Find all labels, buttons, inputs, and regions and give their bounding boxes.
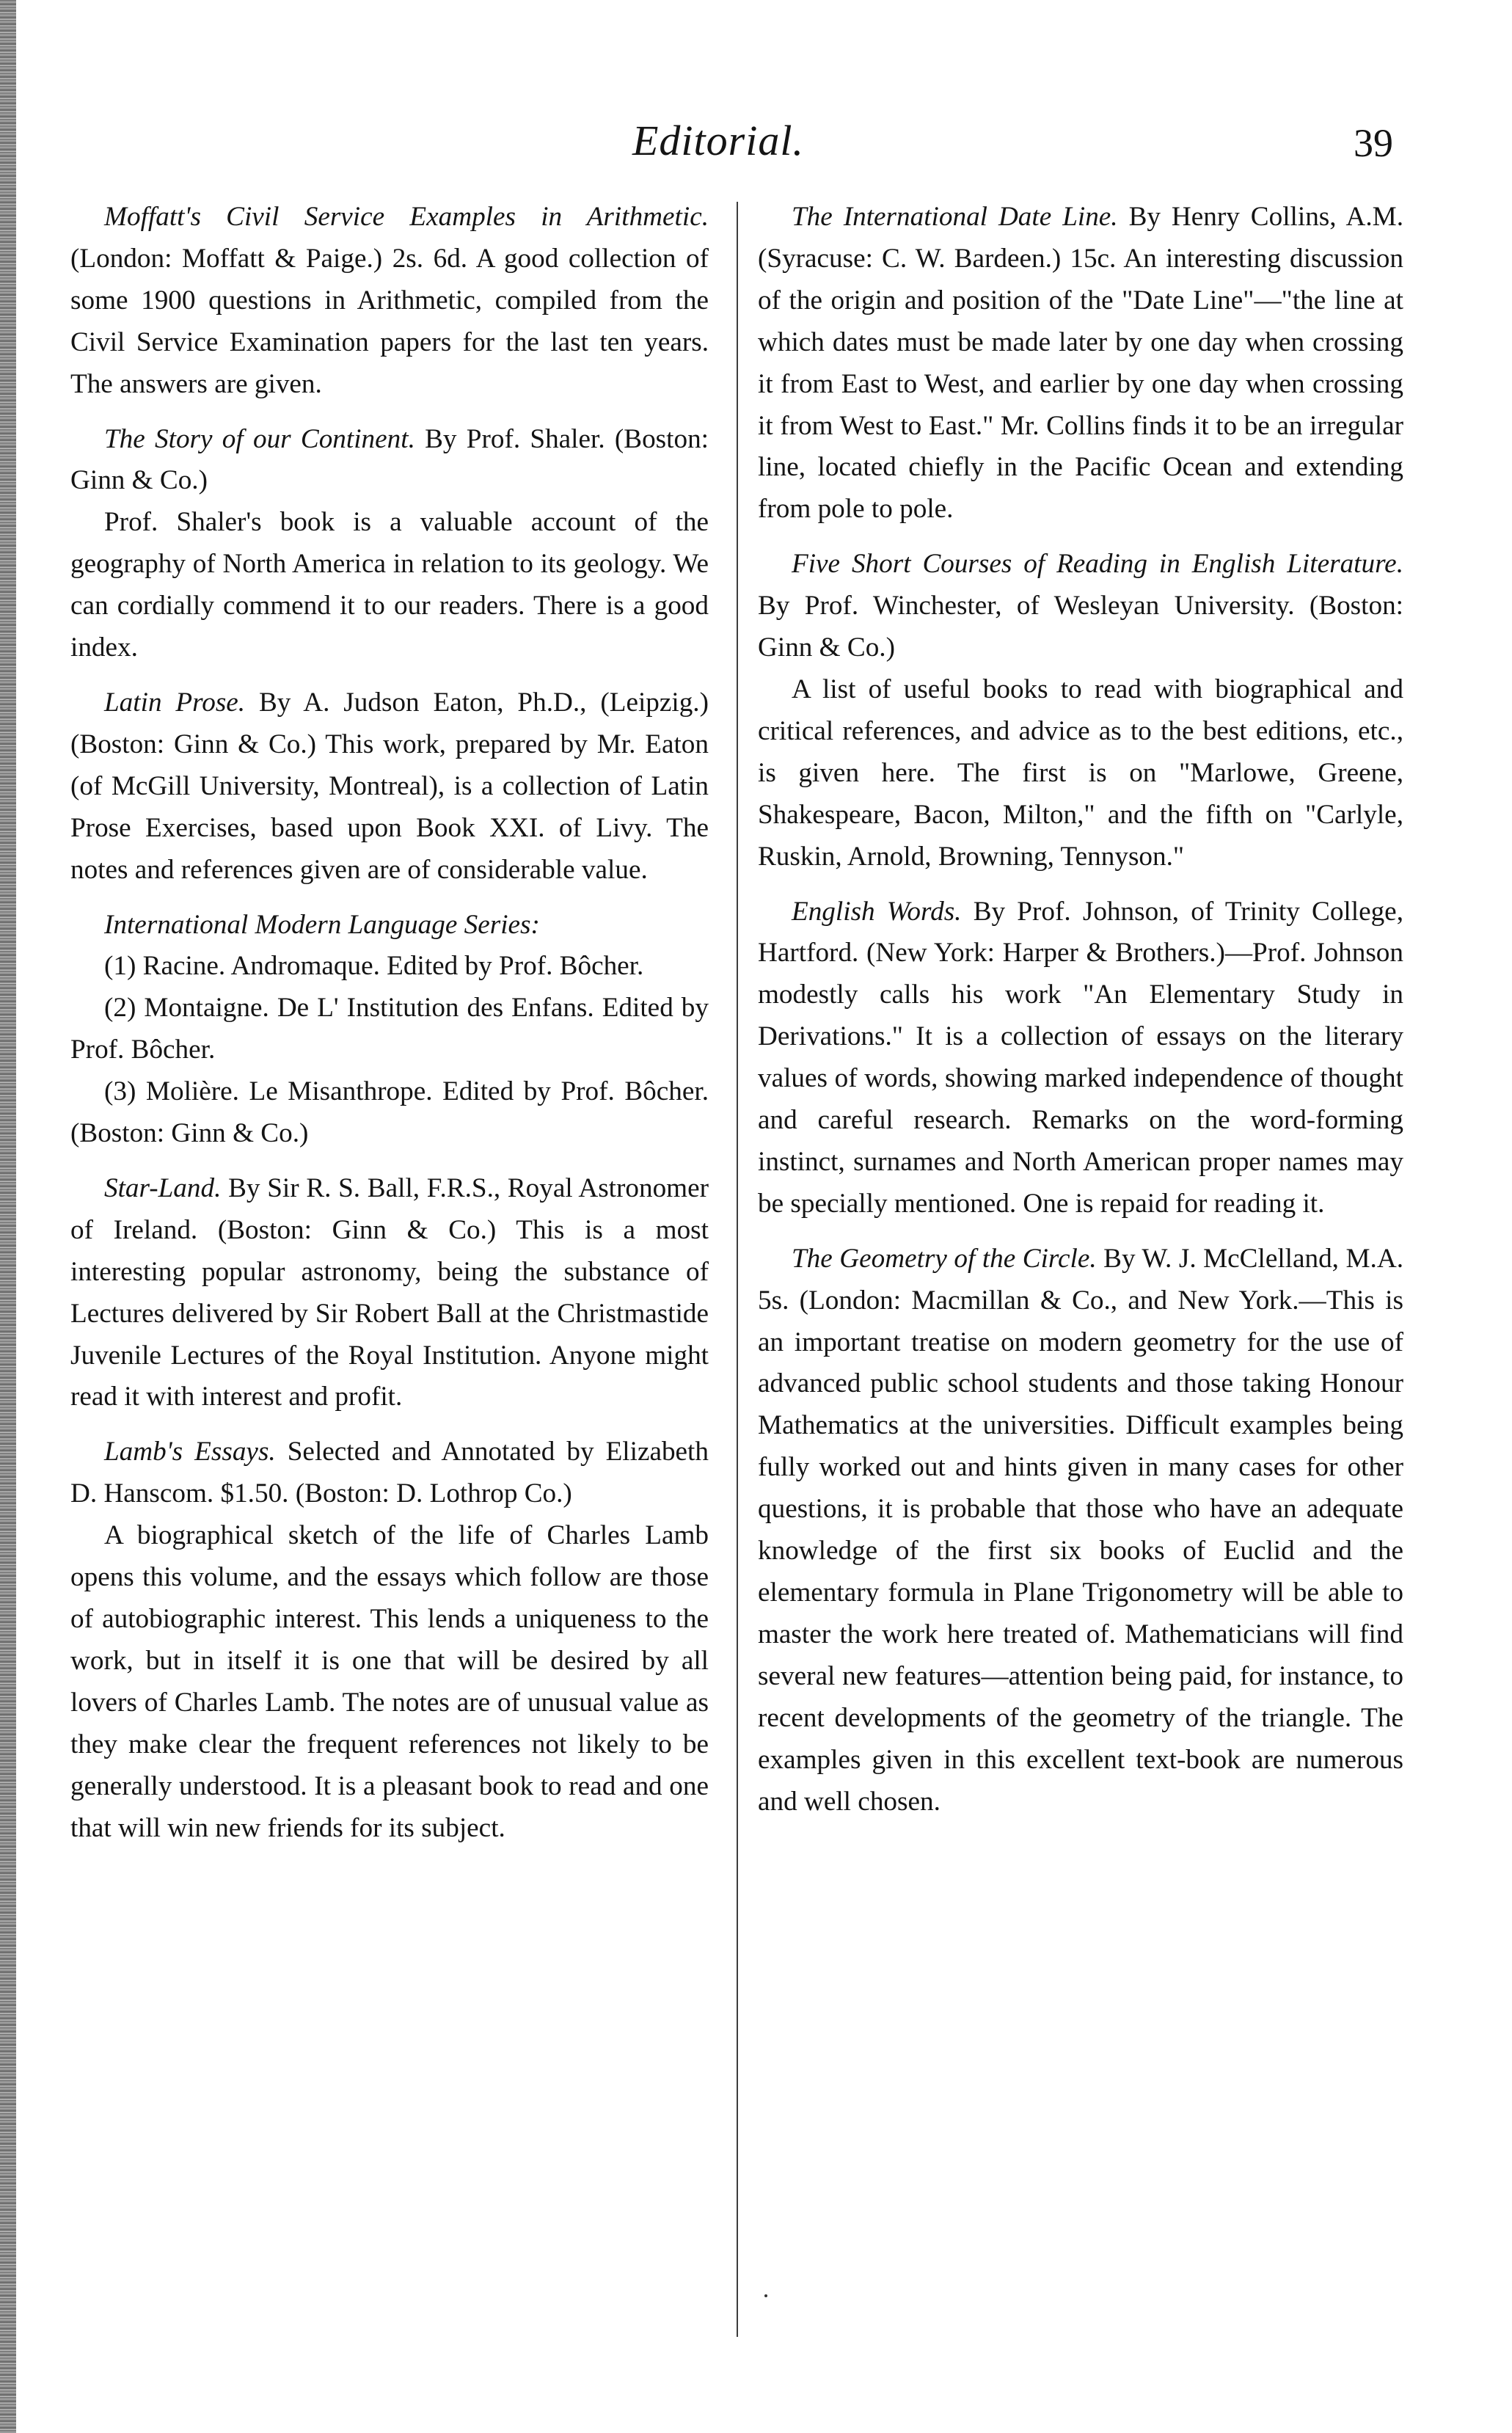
book-title: The Story of our Continent.: [104, 423, 415, 454]
book-title: Moffatt's Civil Service Examples in Arithmetic.: [104, 202, 709, 232]
review-entry-lambs-essays: [70, 1431, 709, 1849]
review-paragraph: [758, 544, 1403, 669]
review-text: By W. J. McClelland, M.A. 5s. (London: Macmillan & Co., and New York.—This is an important treatise on modern geometry for the use of advanced public school students and those taking Honour Mathematics at the universities. Difficult examples being fully worked out and hints given in many cases for other questions, it is probable that those who have an adequate knowledge of the first six books of Euclid and the elementary formula in Plane Trigonometry will be able to master the work here treated of. Mathematicians will find several new features—attention being paid, for instance, to recent developments of the geometry of the triangle. The examples given in this excellent text-book are numerous and well chosen.: [758, 1243, 1403, 1817]
review-paragraph: [70, 1168, 709, 1418]
book-title: International Modern Language Series:: [104, 909, 540, 940]
column-divider: [737, 202, 738, 2337]
review-entry-geometry-circle: [758, 1239, 1403, 1823]
review-text: Selected and Annotated by Elizabeth D. Hanscom. $1.50. (Boston: D. Lothrop Co.): [70, 1437, 709, 1509]
left-column: [70, 197, 709, 1862]
review-text: By Prof. Winchester, of Wesleyan University. (Boston: Ginn & Co.): [758, 591, 1403, 663]
page-binding-edge: [0, 0, 16, 2433]
book-title: The International Date Line.: [792, 202, 1118, 232]
review-text: (1) Racine. Andromaque. Edited by Prof. Bôcher.: [104, 951, 644, 982]
review-paragraph: [70, 419, 709, 503]
page-header: [0, 110, 1512, 176]
review-text: A list of useful books to read with biographical and critical references, and advice as to the best editions, etc., is given here. The first is on "Marlowe, Greene, Shakespeare, Bacon, Milton," and the fifth on "Carlyle, Ruskin, Arnold, Browning, Tennyson.": [758, 674, 1403, 872]
book-title: Five Short Courses of Reading in English Literature.: [792, 549, 1403, 580]
review-entry-star-land: [70, 1168, 709, 1418]
review-text: By Sir R. S. Ball, F.R.S., Royal Astronomer of Ireland. (Boston: Ginn & Co.) This is a most interesting popular astronomy, being the substance of Lectures delivered by Sir Robert Ball at the Christmastide Juvenile Lectures of the Royal Institution. Anyone might read it with interest and profit.: [70, 1172, 709, 1412]
right-column: [758, 197, 1403, 1836]
review-paragraph: [758, 197, 1403, 530]
review-entry-story-continent: [70, 419, 709, 669]
review-entry-five-courses: [758, 544, 1403, 878]
review-paragraph: [70, 988, 709, 1071]
book-title: Lamb's Essays.: [104, 1437, 276, 1467]
review-entry-english-words: [758, 891, 1403, 1225]
review-paragraph: [70, 946, 709, 988]
running-head: Editorial.: [632, 117, 804, 164]
review-paragraph: [758, 669, 1403, 878]
speck: [764, 2294, 767, 2297]
review-paragraph: [758, 891, 1403, 1225]
page-number: 39: [1354, 121, 1393, 165]
review-entry-modern-language: [70, 905, 709, 1155]
review-text: By A. Judson Eaton, Ph.D., (Leipzig.) (Boston: Ginn & Co.) This work, prepared by Mr. Eaton (of McGill University, Montreal), is a collection of Latin Prose Exercises, based upon Book XXI. of Livy. The notes and references given are of considerable value.: [70, 687, 709, 885]
book-title: English Words.: [792, 896, 962, 927]
review-text: A biographical sketch of the life of Charles Lamb opens this volume, and the essays which follow are those of autobiographic interest. This lends a uniqueness to the work, but in itself it is one that will be desired by all lovers of Charles Lamb. The notes are of unusual value as they make clear the frequent references not likely to be generally understood. It is a pleasant book to read and one that will win new friends for its subject.: [70, 1520, 709, 1843]
review-text: By Prof. Johnson, of Trinity College, Hartford. (New York: Harper & Brothers.)—Prof. Johnson modestly calls his work "An Elementary Study in Derivations." It is a collection of essays on the literary values of words, showing marked independence of thought and careful research. Remarks on the word-forming instinct, surnames and North American proper names may be specially mentioned. One is repaid for reading it.: [758, 896, 1403, 1219]
review-paragraph: [758, 1239, 1403, 1823]
review-paragraph: [70, 905, 709, 946]
review-paragraph: [70, 197, 709, 406]
review-entry-latin-prose: [70, 682, 709, 891]
book-title: Latin Prose.: [104, 687, 246, 718]
page-specks: [764, 2293, 808, 2308]
review-text: By Prof. Shaler. (Boston: Ginn & Co.): [70, 423, 709, 496]
review-text: (2) Montaigne. De L' Institution des Enfans. Edited by Prof. Bôcher.: [70, 993, 709, 1065]
book-title: Star-Land.: [104, 1172, 222, 1203]
review-paragraph: [70, 1431, 709, 1515]
review-paragraph: [70, 682, 709, 891]
review-text: (London: Moffatt & Paige.) 2s. 6d. A good collection of some 1900 questions in Arithmetic, compiled from the Civil Service Examination papers for the last ten years. The answers are given.: [70, 243, 709, 399]
review-entry-moffatt: [70, 197, 709, 406]
review-text: Prof. Shaler's book is a valuable account of the geography of North America in relation to its geology. We can cordially commend it to our readers. There is a good index.: [70, 507, 709, 663]
book-title: The Geometry of the Circle.: [792, 1243, 1097, 1274]
review-paragraph: [70, 502, 709, 669]
review-text: By Henry Collins, A.M. (Syracuse: C. W. Bardeen.) 15c. An interesting discussion of the origin and position of the "Date Line"—"the line at which dates must be made later by one day when crossing it from East to West, and earlier by one day when crossing it from West to East." Mr. Collins finds it to be an irregular line, located chiefly in the Pacific Ocean and extending from pole to pole.: [758, 202, 1403, 525]
review-paragraph: [70, 1071, 709, 1155]
review-text: (3) Molière. Le Misanthrope. Edited by Prof. Bôcher. (Boston: Ginn & Co.): [70, 1076, 709, 1149]
review-paragraph: [70, 1515, 709, 1849]
review-entry-date-line: [758, 197, 1403, 530]
